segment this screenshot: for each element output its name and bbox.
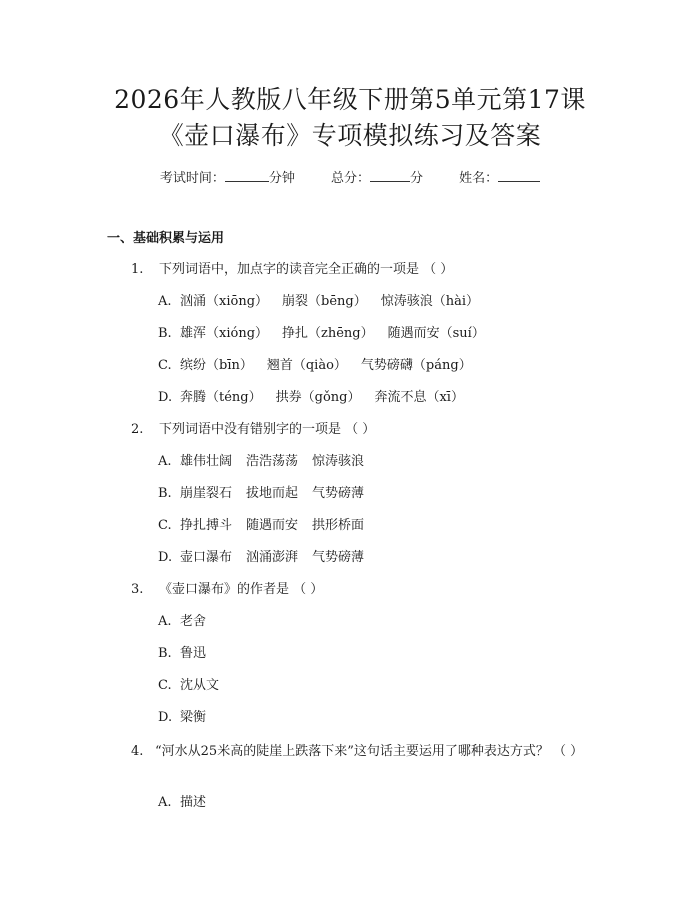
option-letter: A. <box>158 795 172 810</box>
question-4 <box>107 741 597 763</box>
q4-option-a[interactable] <box>158 794 220 812</box>
option-letter: D. <box>158 550 173 565</box>
option-letter: A. <box>158 614 172 629</box>
option-letter: D. <box>158 710 173 725</box>
q1-option-c[interactable] <box>158 357 486 375</box>
student-name-label: 姓名： <box>459 171 499 186</box>
q2-option-b[interactable] <box>158 485 378 503</box>
question-1 <box>131 261 453 279</box>
option-item: 惊涛骇浪 <box>312 454 365 469</box>
option-letter: C. <box>158 518 172 533</box>
option-item: 惊涛骇浪（hài） <box>380 294 480 309</box>
section-title: 一、基础积累与运用 <box>107 231 225 246</box>
option-item: 雄浑（xióng） <box>180 326 269 341</box>
option-item: 汹涌澎湃 <box>246 550 299 565</box>
option-item: 雄伟壮阔 <box>180 454 233 469</box>
option-letter: D. <box>158 390 173 405</box>
q2-option-d[interactable] <box>158 549 378 567</box>
q1-option-b[interactable] <box>158 325 499 343</box>
q3-option-b[interactable] <box>158 645 220 663</box>
option-letter: B. <box>158 326 172 341</box>
option-letter: C. <box>158 358 172 373</box>
option-letter: B. <box>158 486 172 501</box>
exam-info-row <box>0 169 700 188</box>
question-text: “河水从25米高的陡崖上跌落下来”这句话主要运用了哪种表达方式？ （ ） <box>155 744 584 759</box>
exam-time-blank[interactable] <box>225 169 269 182</box>
q3-option-c[interactable] <box>158 677 233 695</box>
student-name-field <box>459 169 540 188</box>
option-item: 奔流不息（xī） <box>374 390 464 405</box>
option-item: 翘首（qiào） <box>266 358 347 373</box>
option-item: 梁衡 <box>180 710 207 725</box>
option-item: 随遇而安 <box>246 518 299 533</box>
exam-time-unit: 分钟 <box>268 171 295 186</box>
option-item: 随遇而安（suí） <box>387 326 485 341</box>
question-text: 下列词语中，加点字的读音完全正确的一项是 （ ） <box>159 262 454 277</box>
option-item: 气势磅薄 <box>312 486 365 501</box>
option-letter: B. <box>158 646 172 661</box>
question-3 <box>131 581 323 599</box>
option-letter: C. <box>158 678 172 693</box>
q2-option-c[interactable] <box>158 517 378 535</box>
option-letter: A. <box>158 294 172 309</box>
option-item: 挣扎（zhēng） <box>282 326 374 341</box>
option-item: 气势磅礴（páng） <box>360 358 472 373</box>
question-2 <box>131 421 375 439</box>
question-number: 1. <box>131 262 144 277</box>
option-item: 汹涌（xiōng） <box>180 294 269 309</box>
question-number: 3. <box>131 582 144 597</box>
option-item: 奔腾（téng） <box>180 390 262 405</box>
option-item: 缤纷（bīn） <box>180 358 253 373</box>
question-text: 下列词语中没有错别字的一项是 （ ） <box>159 422 376 437</box>
question-number: 2. <box>131 422 144 437</box>
option-item: 拱形桥面 <box>312 518 365 533</box>
option-item: 老舍 <box>180 614 207 629</box>
q1-option-d[interactable] <box>158 389 478 407</box>
total-score-unit: 分 <box>410 171 424 186</box>
option-item: 鲁迅 <box>180 646 207 661</box>
question-text: 《壶口瀑布》的作者是 （ ） <box>159 582 324 597</box>
option-item: 拔地而起 <box>246 486 299 501</box>
total-score-blank[interactable] <box>370 169 410 182</box>
student-name-blank[interactable] <box>498 169 540 182</box>
option-item: 气势磅薄 <box>312 550 365 565</box>
exam-time-label: 考试时间： <box>159 171 225 186</box>
option-item: 崩崖裂石 <box>180 486 233 501</box>
q2-option-a[interactable] <box>158 453 378 471</box>
q3-option-a[interactable] <box>158 613 220 631</box>
exam-time-field <box>160 169 295 188</box>
page-title-line2: 《壶口瀑布》专项模拟练习及答案 <box>158 121 542 150</box>
q1-option-a[interactable] <box>158 293 493 311</box>
option-item: 浩浩荡荡 <box>246 454 299 469</box>
q3-option-d[interactable] <box>158 709 220 727</box>
total-score-field <box>331 169 423 188</box>
option-letter: A. <box>158 454 172 469</box>
option-item: 拱券（gǒng） <box>275 390 361 405</box>
total-score-label: 总分： <box>330 171 370 186</box>
option-item: 崩裂（bēng） <box>282 294 367 309</box>
option-item: 沈从文 <box>180 678 220 693</box>
question-number: 4. <box>131 744 144 759</box>
option-item: 描述 <box>180 795 207 810</box>
page-title-line1: 2026年人教版八年级下册第5单元第17课 <box>114 85 586 114</box>
option-item: 壶口瀑布 <box>180 550 233 565</box>
option-item: 挣扎搏斗 <box>180 518 233 533</box>
